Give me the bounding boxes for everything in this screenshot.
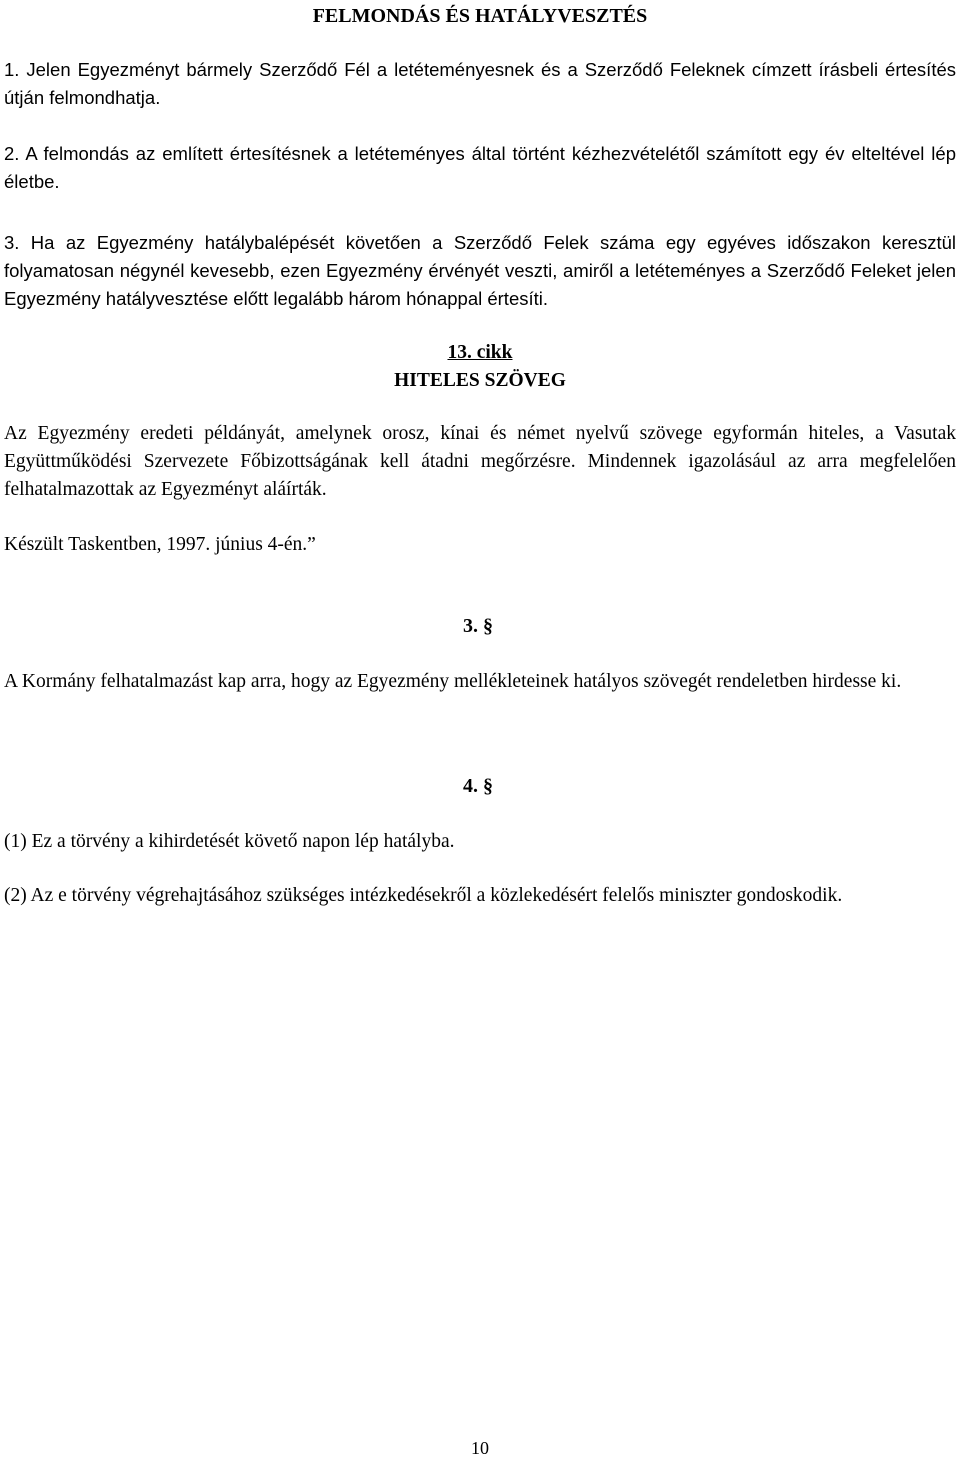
page-number: 10 [471, 1438, 489, 1458]
section-4-paragraph-2: (2) Az e törvény végrehajtásához szükséges intézkedésekről a közlekedésért felelős miniszter gondoskodik. [4, 885, 843, 906]
section-4-label: 4. § [463, 775, 493, 797]
place-and-date: Készült Taskentben, 1997. június 4-én.” [4, 534, 316, 555]
article-number: 13. cikk [447, 342, 513, 363]
section-3-text: A Kormány felhatalmazást kap arra, hogy az Egyezmény mellékleteinek hatályos szövegét rendeletben hirdesse ki. [4, 671, 902, 692]
document-title: FELMONDÁS ÉS HATÁLYVESZTÉS [312, 5, 648, 27]
section-3-label: 3. § [463, 615, 493, 637]
article-title: HITELES SZÖVEG [394, 370, 566, 391]
article-body: Az Egyezmény eredeti példányát, amelynek orosz, kínai és német nyelvű szövege egyformán hiteles, a Vasutak Együttműködési Szervezete Főbizottságának kell átadni megőrzésre. Mindennek igazolásául az arra megfelelően felhatalmazottak az Egyezményt aláírták. [4, 423, 956, 500]
termination-paragraph-1: 1. Jelen Egyezményt bármely Szerződő Fél a letéteményesnek és a Szerződő Feleknek címzett írásbeli értesítés útján felmondhatja. [4, 59, 956, 108]
termination-paragraph-3: 3. Ha az Egyezmény hatálybalépését követően a Szerződő Felek száma egy egyéves időszakon keresztül folyamatosan négynél kevesebb, ezen Egyezmény érvényét veszti, amiről a letéteményes a Szerződő Feleket jelen Egyezmény hatályvesztése előtt legalább három hónappal értesíti. [4, 232, 956, 309]
termination-paragraph-2: 2. A felmondás az említett értesítésnek a letéteményes által történt kézhezvételétől számított egy év elteltével lép életbe. [4, 143, 956, 192]
section-4-paragraph-1: (1) Ez a törvény a kihirdetését követő napon lép hatályba. [4, 831, 455, 852]
